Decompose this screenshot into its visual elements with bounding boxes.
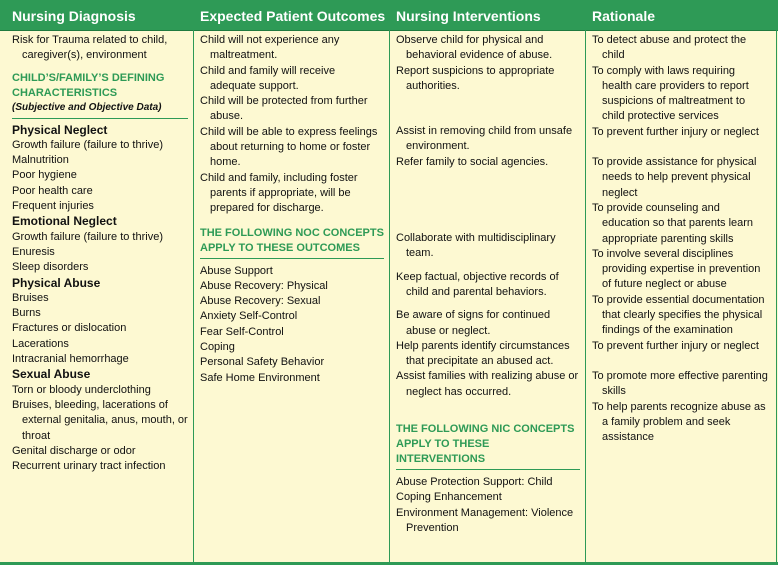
noc-concepts-title: THE FOLLOWING NOC CONCEPTS APPLY TO THESE OUTCOMES (200, 226, 384, 259)
rationale-item: To promote more effective parenting skills (592, 369, 768, 398)
group-title: Emotional Neglect (12, 214, 117, 229)
table-header (0, 0, 778, 31)
noc-item: Personal Safety Behavior (200, 356, 325, 369)
list-item: Sleep disorders (12, 261, 89, 274)
defining-characteristics-title: CHILD’S/FAMILY’S DEFINING CHARACTERISTICS (12, 71, 165, 99)
outcome-item: Child will be able to express feelings about returning to home or foster home. (200, 125, 378, 169)
column-rationale (592, 33, 768, 445)
noc-item: Safe Home Environment (200, 371, 320, 384)
rationale-item: To detect abuse and protect the child (592, 34, 747, 62)
rationale-item: To prevent further injury or neglect (592, 339, 759, 352)
intervention-item: Assist families with realizing abuse or neglect has occurred. (396, 370, 579, 398)
noc-item: Abuse Recovery: Sexual (200, 295, 321, 308)
nic-item: Coping Enhancement (396, 491, 502, 504)
list-item: Intracranial hemorrhage (12, 353, 129, 366)
list-item: Genital discharge or odor (12, 444, 136, 457)
intervention-item: Be aware of signs for continued abuse or neglect. (396, 309, 551, 337)
outcome-item: Child and family, including foster parents if appropriate, will be prepared for discharge. (200, 171, 358, 215)
column-divider (389, 30, 390, 565)
group-title: Physical Abuse (12, 275, 101, 290)
list-item: Growth failure (failure to thrive) (12, 138, 163, 151)
outcome-item: Child and family will receive adequate support. (200, 64, 336, 92)
outcome-item: Child will be protected from further abuse. (200, 95, 368, 123)
defining-characteristics-subtitle: (Subjective and Objective Data) (12, 101, 188, 119)
noc-item: Coping (200, 341, 235, 354)
group-title: Physical Neglect (12, 122, 108, 137)
nic-item: Environment Management: Violence Prevention (396, 506, 574, 534)
intervention-item: Assist in removing child from unsafe environment. (396, 125, 573, 153)
rationale-item: To provide assistance for physical needs to help prevent physical neglect (592, 156, 757, 199)
intervention-item: Report suspicions to appropriate authorities. (396, 64, 555, 92)
header-expected-outcomes: Expected Patient Outcomes (200, 8, 386, 24)
column-nursing-interventions (396, 33, 580, 536)
list-item: Poor health care (12, 184, 93, 197)
intervention-item: Keep factual, objective records of child and parental behaviors. (396, 270, 559, 298)
header-nursing-diagnosis: Nursing Diagnosis (12, 8, 136, 24)
nic-item: Abuse Protection Support: Child (396, 476, 553, 489)
list-item: Recurrent urinary tract infection (12, 460, 166, 473)
intervention-item: Collaborate with multidisciplinary team. (396, 232, 556, 260)
noc-item: Abuse Recovery: Physical (200, 279, 328, 292)
list-item: Fractures or dislocation (12, 322, 127, 335)
list-item: Malnutrition (12, 154, 69, 167)
group-title: Sexual Abuse (12, 367, 91, 382)
column-nursing-diagnosis (12, 33, 188, 474)
noc-item: Abuse Support (200, 264, 273, 277)
intervention-item: Help parents identify circumstances that precipitate an abused act. (396, 339, 570, 368)
list-item: Frequent injuries (12, 200, 94, 213)
list-item: Poor hygiene (12, 169, 77, 182)
column-divider (193, 30, 194, 565)
intervention-item: Observe child for physical and behavioral evidence of abuse. (396, 34, 553, 62)
rationale-item: To comply with laws requiring health care providers to report suspicions of maltreatment to child protective services (592, 64, 749, 123)
rationale-item: To provide essential documentation that clearly specifies the physical findings of the examination (592, 293, 765, 337)
intervention-item: Refer family to social agencies. (396, 155, 549, 168)
list-item: Torn or bloody underclothing (12, 383, 151, 396)
rationale-item: To prevent further injury or neglect (592, 125, 759, 138)
list-item: Lacerations (12, 337, 69, 350)
list-item: Bruises, bleeding, lacerations of external genitalia, anus, mouth, or throat (12, 398, 188, 442)
rationale-item: To help parents recognize abuse as a family problem and seek assistance (592, 400, 766, 444)
outcome-item: Child will not experience any maltreatment. (200, 34, 340, 62)
noc-item: Anxiety Self-Control (200, 310, 298, 323)
rationale-item: To provide counseling and education so that parents learn appropriate parenting skills (592, 201, 754, 245)
list-item: Growth failure (failure to thrive) (12, 230, 163, 243)
header-nursing-interventions: Nursing Interventions (396, 8, 541, 24)
column-divider (776, 30, 777, 565)
list-item: Bruises (12, 291, 49, 304)
rationale-item: To involve several disciplines providing expertise in prevention of future neglect or abuse (592, 247, 761, 291)
column-expected-outcomes (200, 33, 384, 386)
column-divider (585, 30, 586, 565)
noc-item: Fear Self-Control (200, 325, 284, 338)
list-item: Enuresis (12, 245, 55, 258)
list-item: Burns (12, 307, 41, 320)
diagnosis-text: Risk for Trauma related to child, caregiver(s), environment (12, 34, 168, 62)
nic-concepts-title: THE FOLLOWING NIC CONCEPTS APPLY TO THESE INTERVENTIONS (396, 422, 580, 470)
header-rationale: Rationale (592, 8, 656, 24)
